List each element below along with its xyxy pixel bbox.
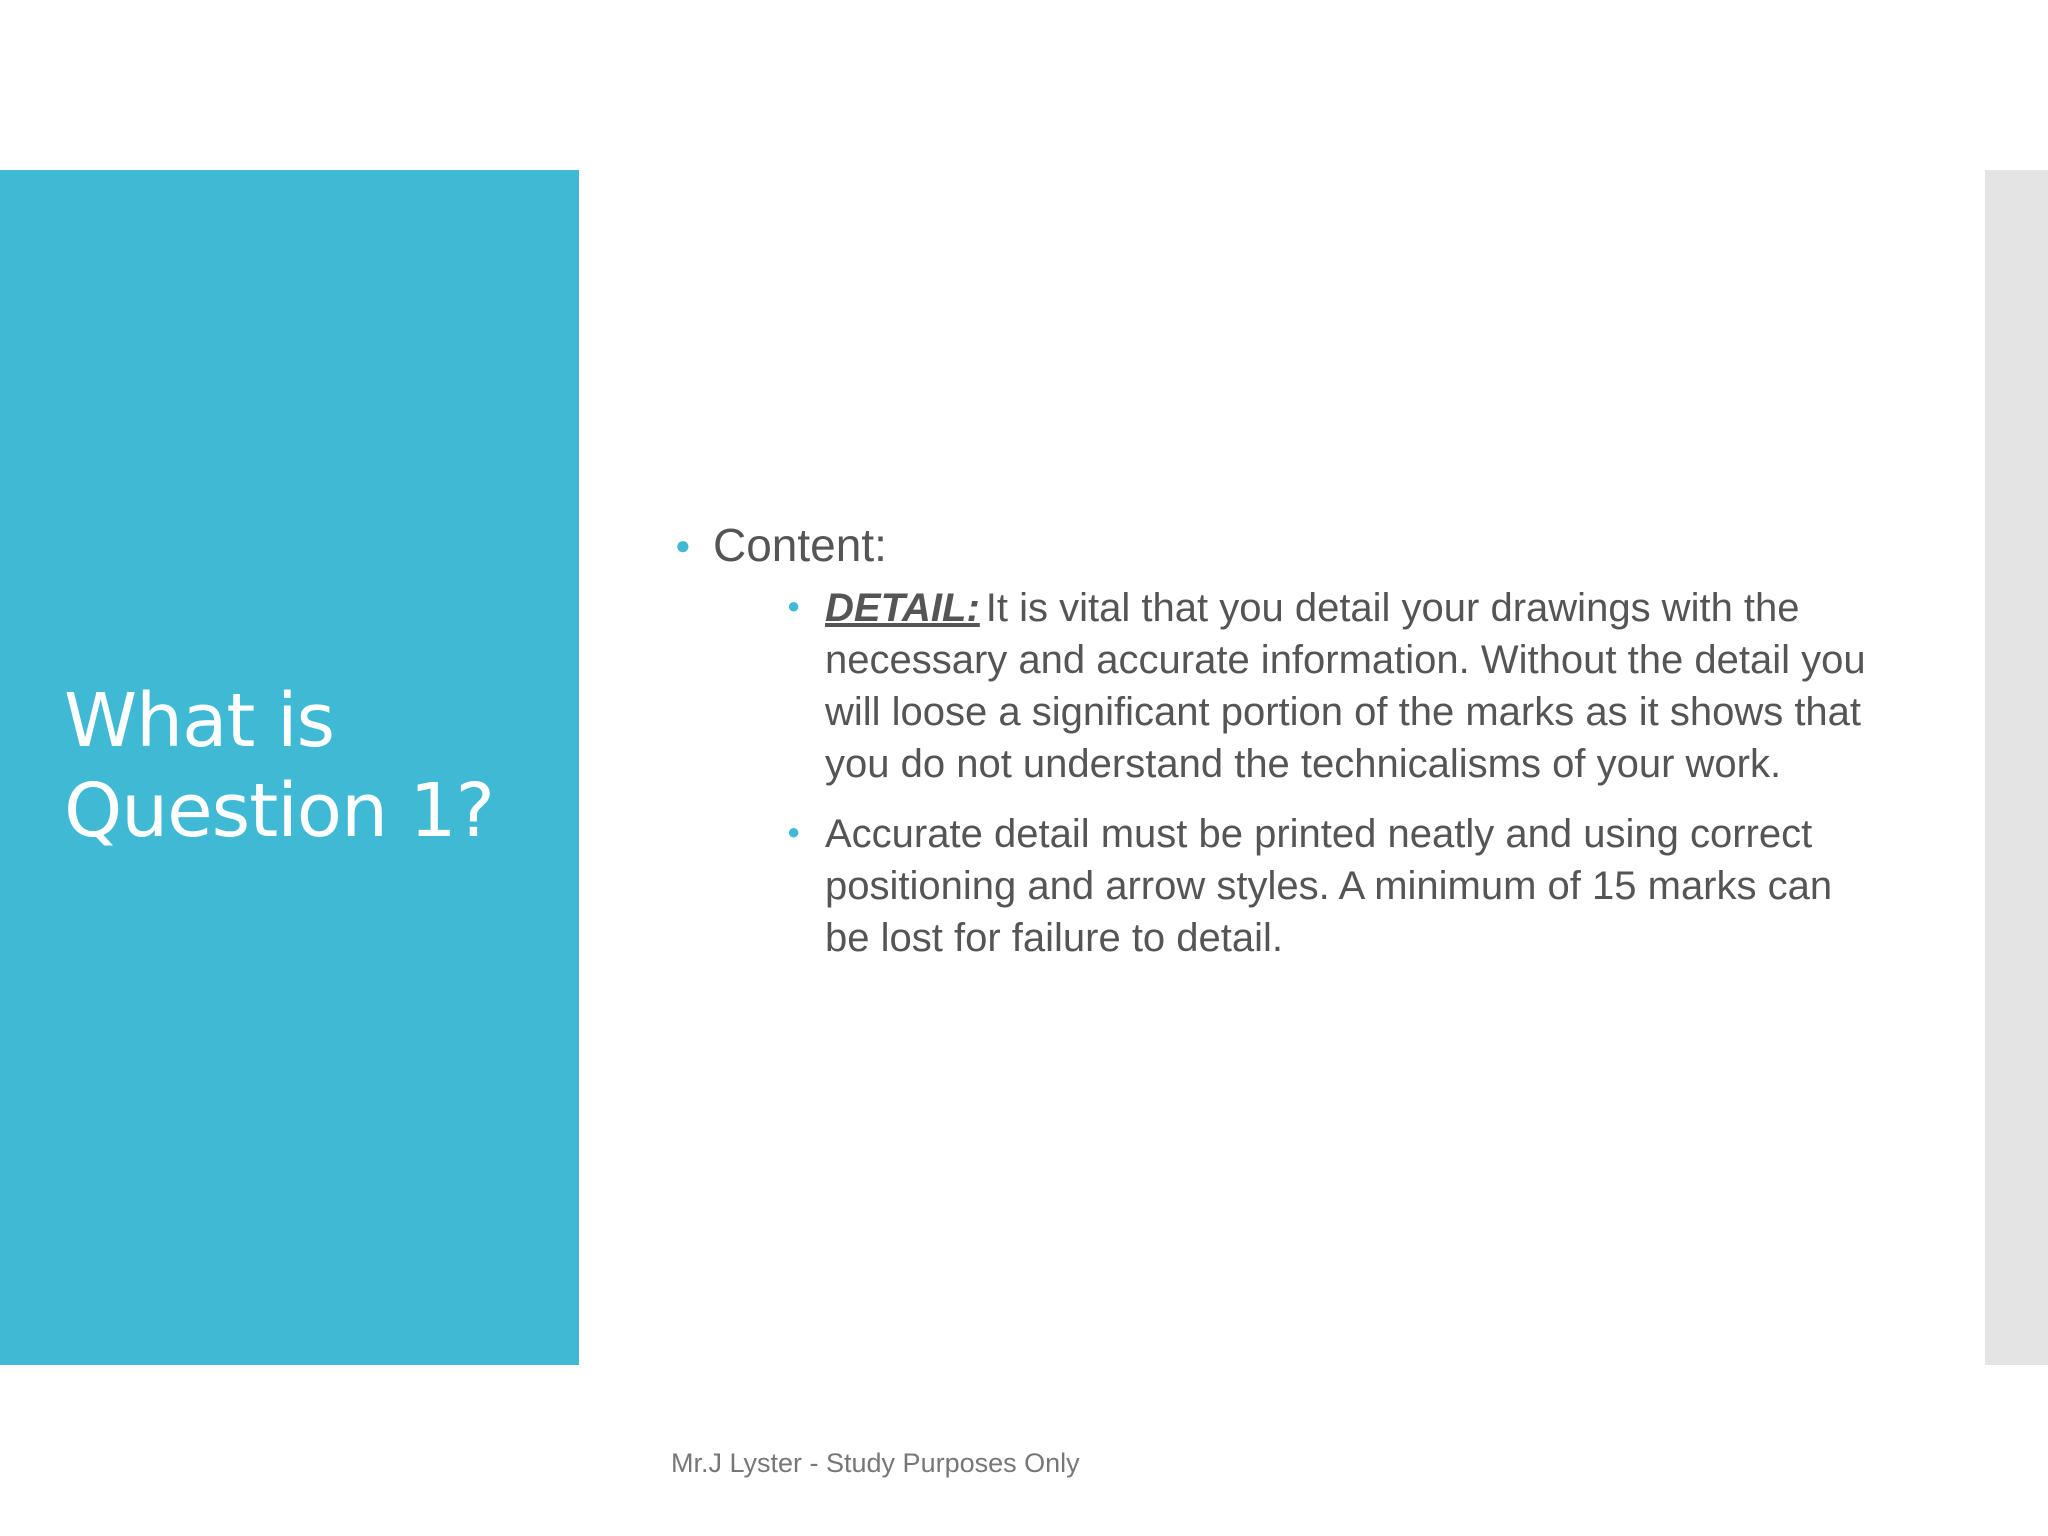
slide-title-line-2: Question 1?: [64, 768, 494, 854]
bullet-content: [670, 510, 1870, 580]
slide-title-line-1: What is: [64, 678, 335, 764]
sub-bullet-list: [787, 582, 1870, 964]
accuracy-text: Accurate detail must be printed neatly and using correct positioning and arrow styles. A minimum of 15 marks can be lost for failure to detail.: [825, 812, 1833, 960]
right-side-strip: [1985, 170, 2048, 1365]
slide-footer: Mr.J Lyster - Study Purposes Only: [671, 1448, 1080, 1478]
slide-content: [670, 510, 1870, 982]
bullet-dot-icon: ●: [787, 593, 801, 618]
sub-bullet-detail: [787, 582, 1870, 790]
slide-title: [64, 676, 564, 856]
detail-text: It is vital that you detail your drawings with the necessary and accurate information. Without the detail you will loose a significant portion of the marks as it shows that you do not understand the technicalisms of your work.: [825, 586, 1866, 786]
detail-label: DETAIL:: [825, 586, 980, 630]
bullet-content-label: Content:: [713, 519, 887, 571]
bullet-dot-icon: ●: [787, 819, 801, 844]
bullet-dot-icon: ●: [675, 530, 691, 560]
sub-bullet-accuracy: [787, 808, 1870, 964]
